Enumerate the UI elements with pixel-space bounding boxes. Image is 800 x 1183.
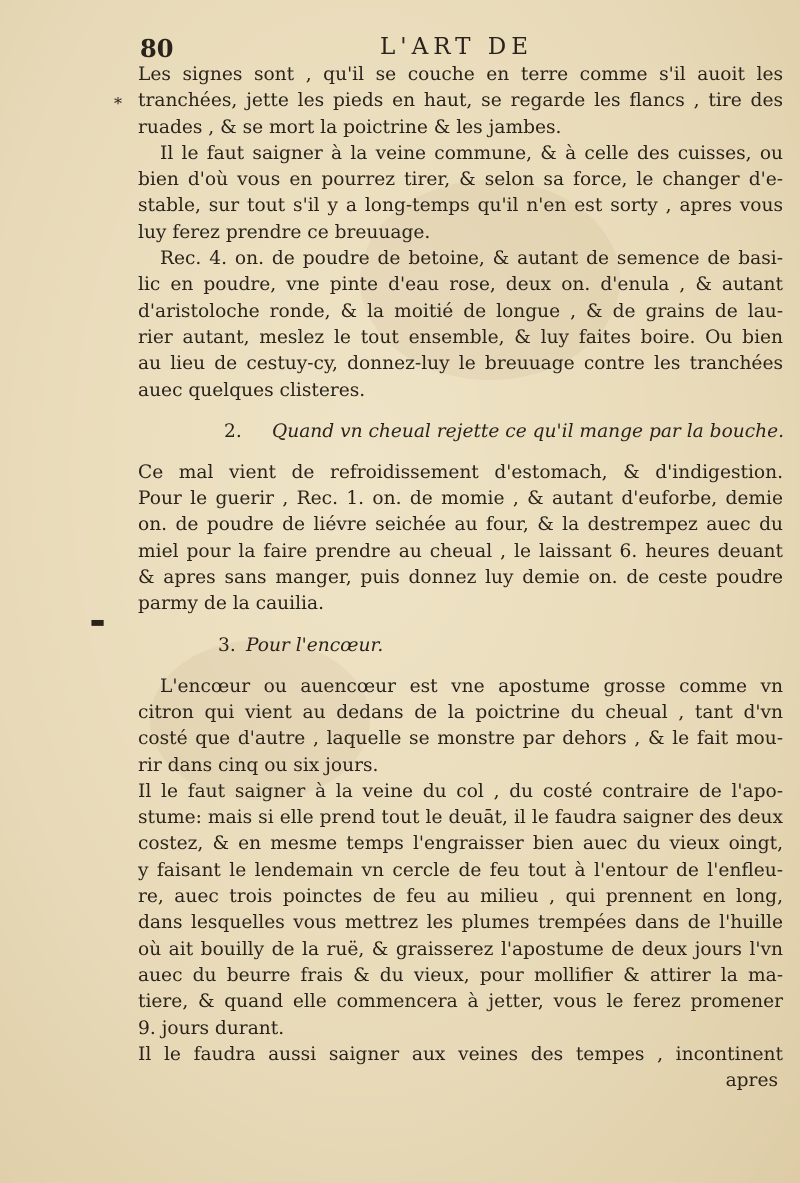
text-line: parmy de la cauilia. (138, 593, 324, 615)
text-line: rir dans cinq ou six jours. (138, 754, 379, 776)
text-line: costé que d'autre , laquelle se monstre par dehors , & le fait mou- (138, 728, 783, 750)
text-line: lic en poudre, vne pinte d'eau rose, deux on. d'enula , & autant (138, 274, 783, 296)
section-heading (138, 630, 783, 662)
text-line: Il le faudra aussi saigner aux veines des tempes , incontinent (138, 1043, 783, 1065)
section-number: 3. (218, 634, 236, 656)
text-line: ruades , & se mort la poictrine & les jambes. (138, 116, 562, 138)
section-title: Quand vn cheual rejette ce qu'il mange par la bouche. (272, 420, 785, 442)
text-line: luy ferez prendre ce breuuage. (138, 221, 431, 243)
page-number: 80 (140, 34, 174, 63)
running-title: L'ART DE (380, 34, 534, 60)
text-line: d'aristoloche ronde, & la moitié de longue , & de grains de lau- (138, 300, 783, 322)
text-line: auec du beurre frais & du vieux, pour mollifier & attirer la ma- (138, 964, 783, 986)
text-line: Il le faut saigner à la veine commune, & à celle des cuisses, ou (160, 142, 783, 164)
text-line: où ait bouilly de la ruë, & graisserez l'apostume de deux jours l'vn (138, 938, 783, 960)
text-line: au lieu de cestuy-cy, donnez-luy le breuuage contre les tranchées (138, 353, 783, 375)
text-line: miel pour la faire prendre au cheual , le laissant 6. heures deuant (138, 540, 783, 562)
section-number: 2. (224, 420, 242, 442)
section-title: Pour l'encœur. (246, 634, 384, 656)
text-line: L'encœur ou auencœur est vne apostume grosse comme vn (160, 675, 783, 697)
text-line: citron qui vient au dedans de la poictrine du cheual , tant d'vn (138, 701, 783, 723)
text-line: auec quelques clisteres. (138, 379, 366, 401)
section-2-text (138, 460, 783, 618)
text-line: costez, & en mesme temps l'engraisser bien auec du vieux oingt, (138, 833, 783, 855)
text-line: stable, sur tout s'il y a long-temps qu'il n'en est sorty , apres vous (138, 195, 783, 217)
page-body (138, 62, 783, 1094)
text-line: Il le faut saigner à la veine du col , du costé contraire de l'apo- (138, 780, 783, 802)
section-3-text (138, 674, 783, 1068)
text-line: rier autant, meslez le tout ensemble, & luy faites boire. Ou bien (138, 326, 783, 348)
text-line: tiere, & quand elle commencera à jetter, vous le ferez promener (138, 991, 783, 1013)
text-line: on. de poudre de liévre seichée au four, & la destrempez auec du (138, 514, 783, 536)
text-line: y faisant le lendemain vn cercle de feu tout à l'entour de l'enfleu- (138, 859, 783, 881)
text-line: tranchées, jette les pieds en haut, se regarde les flancs , tire des (138, 90, 783, 112)
text-line: bien d'où vous en pourrez tirer, & selon sa force, le changer d'e- (138, 169, 783, 191)
text-line: Ce mal vient de refroidissement d'estomach, & d'indigestion. (138, 461, 783, 483)
margin-dash-icon: ▬ (90, 612, 106, 631)
text-line: re, auec trois poinctes de feu au milieu , qui prennent en long, (138, 886, 783, 908)
text-line: Les signes sont , qu'il se couche en terre comme s'il auoit les (138, 64, 783, 85)
text-line: & apres sans manger, puis donnez luy demie on. de ceste poudre (138, 567, 783, 589)
catchword: apres (725, 1070, 778, 1092)
margin-asterisk-icon: * (114, 94, 122, 113)
intro-paragraphs (138, 62, 783, 404)
text-line: Pour le guerir , Rec. 1. on. de momie , & autant d'euforbe, demie (138, 488, 783, 510)
text-line: 9. jours durant. (138, 1017, 285, 1039)
text-line: stume: mais si elle prend tout le deuāt, il le faudra saigner des deux (138, 807, 783, 829)
section-heading (138, 416, 783, 448)
text-line: dans lesquelles vous mettrez les plumes trempées dans de l'huille (138, 912, 783, 934)
text-line: Rec. 4. on. de poudre de betoine, & autant de semence de basi- (160, 248, 783, 270)
